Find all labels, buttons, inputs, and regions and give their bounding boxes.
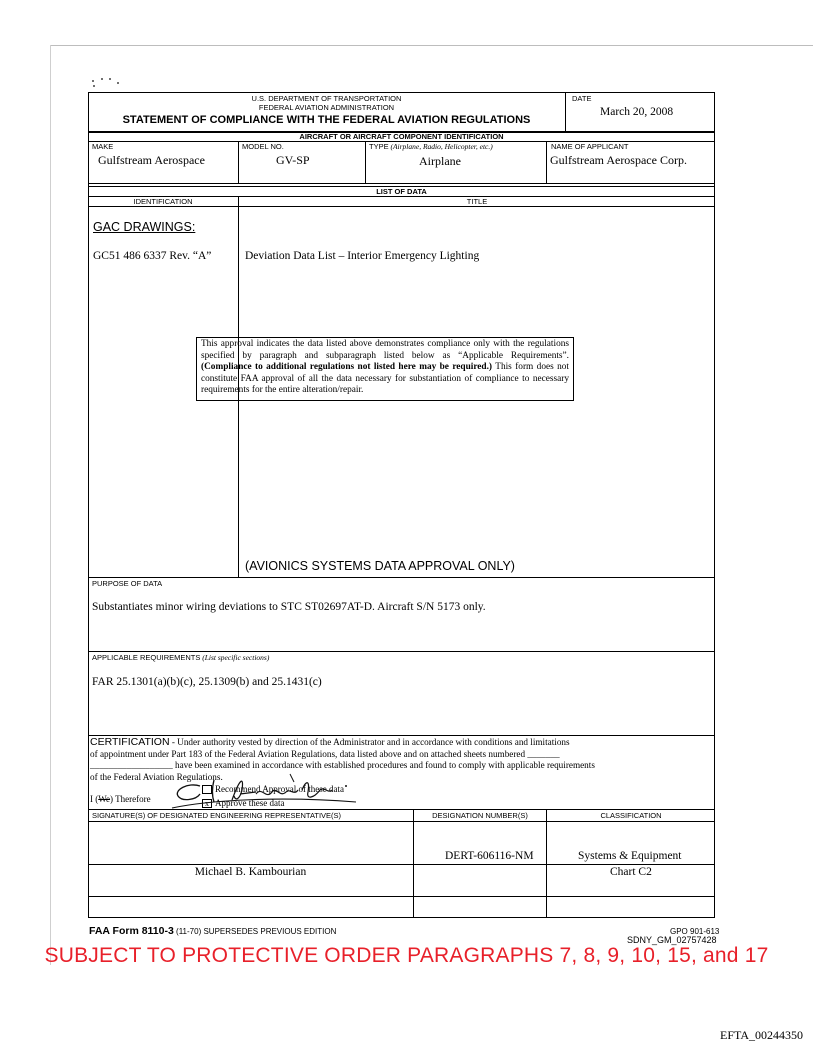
approve-data-label: Approve these data	[215, 798, 285, 808]
form-identifier: FAA Form 8110-3 (11-70) SUPERSEDES PREVIOUS EDITION	[89, 925, 337, 937]
therefore-text: I (We) Therefore	[90, 794, 151, 804]
scan-edge-top	[50, 45, 813, 46]
recommend-approval-label: Recommend Approval of these data	[215, 784, 344, 794]
struck-we: We	[98, 794, 111, 804]
date-label: DATE	[572, 94, 592, 103]
model-label: MODEL NO.	[242, 142, 284, 151]
designation-column-header: DESIGNATION NUMBER(S)	[432, 811, 528, 820]
handwritten-signature	[170, 772, 380, 812]
make-label: MAKE	[92, 142, 114, 151]
protective-order-notice: SUBJECT TO PROTECTIVE ORDER PARAGRAPHS 7, 8, 9, 10, 15, and 17	[44, 944, 769, 967]
list-of-data-title: LIST OF DATA	[376, 187, 427, 196]
classification-line-2: Chart C2	[610, 866, 652, 878]
identification-section-title: AIRCRAFT OR AIRCRAFT COMPONENT IDENTIFICATION	[299, 132, 504, 141]
model-value: GV-SP	[276, 153, 310, 167]
avionics-note: (AVIONICS SYSTEMS DATA APPROVAL ONLY)	[245, 559, 515, 573]
signature-column-header: SIGNATURE(S) OF DESIGNATED ENGINEERING REPRESENTATIVE(S)	[92, 811, 342, 820]
certification-line-2: of appointment under Part 183 of the Federal Aviation Regulations, data listed above and on attached sheets numbered _______	[90, 748, 560, 759]
gpo-number: GPO 901-613	[670, 927, 720, 936]
notice-text-2: This form does not constitute FAA approval of all the data necessary for substantiation of compliance to necessary requirements for the entire alteration/repair.	[201, 362, 569, 396]
type-label: TYPE	[369, 142, 389, 151]
approve-data-checkbox[interactable]: x	[202, 799, 212, 808]
signer-name: Michael B. Kambourian	[194, 866, 307, 878]
agency-line-1: U.S. DEPARTMENT OF TRANSPORTATION	[251, 94, 402, 103]
notice-text-bold: (Compliance to additional regulations not listed here may be required.)	[201, 362, 493, 373]
scan-specks	[92, 76, 122, 88]
classification-line-1: Systems & Equipment	[578, 850, 682, 862]
identification-column-header: IDENTIFICATION	[133, 197, 193, 206]
form-title: STATEMENT OF COMPLIANCE WITH THE FEDERAL AVIATION REGULATIONS	[122, 114, 531, 126]
purpose-label: PURPOSE OF DATA	[92, 579, 163, 588]
gac-drawings-heading: GAC DRAWINGS:	[93, 220, 196, 234]
designation-number: DERT-606116-NM	[445, 850, 534, 862]
certification-line-1: - Under authority vested by direction of the Administrator and in accordance with conditions and limitations	[169, 737, 570, 747]
data-row-identification: GC51 486 6337 Rev. “A”	[93, 250, 212, 262]
certification-line-4: of the Federal Aviation Regulations.	[90, 771, 223, 782]
type-hint: (Airplane, Radio, Helicopter, etc.)	[390, 142, 493, 151]
date-value: March 20, 2008	[600, 106, 674, 118]
requirements-label: APPLICABLE REQUIREMENTS	[92, 653, 201, 662]
efta-number: EFTA_00244350	[720, 1028, 804, 1042]
type-value: Airplane	[419, 154, 461, 168]
classification-column-header: CLASSIFICATION	[600, 811, 662, 820]
requirements-label-group	[92, 653, 269, 662]
notice-text-1: This approval indicates the data listed above demonstrates compliance only with the regulations specified by paragraph and subparagraph listed below as “Applicable Requirements”.	[201, 339, 569, 361]
purpose-text: Substantiates minor wiring deviations to STC ST02697AT-D. Aircraft S/N 5173 only.	[92, 601, 486, 613]
scan-edge-left	[50, 45, 51, 965]
requirements-text: FAR 25.1301(a)(b)(c), 25.1309(b) and 25.1431(c)	[92, 676, 322, 688]
approval-notice	[196, 337, 574, 401]
type-label-group	[369, 142, 493, 151]
requirements-hint: (List specific sections)	[202, 653, 270, 662]
certification-heading: CERTIFICATION	[90, 736, 170, 748]
applicant-value: Gulfstream Aerospace Corp.	[550, 153, 687, 167]
title-column-header: TITLE	[466, 197, 488, 206]
agency-line-2: FEDERAL AVIATION ADMINISTRATION	[258, 103, 395, 112]
applicant-label: NAME OF APPLICANT	[551, 142, 629, 151]
bates-number: SDNY_GM_02757428	[627, 935, 717, 945]
certification-line-3: __________________ have been examined in accordance with established procedures and found to comply with applicable requirements	[90, 760, 595, 770]
make-value: Gulfstream Aerospace	[98, 153, 205, 167]
data-row-title: Deviation Data List – Interior Emergency Lighting	[245, 250, 480, 262]
